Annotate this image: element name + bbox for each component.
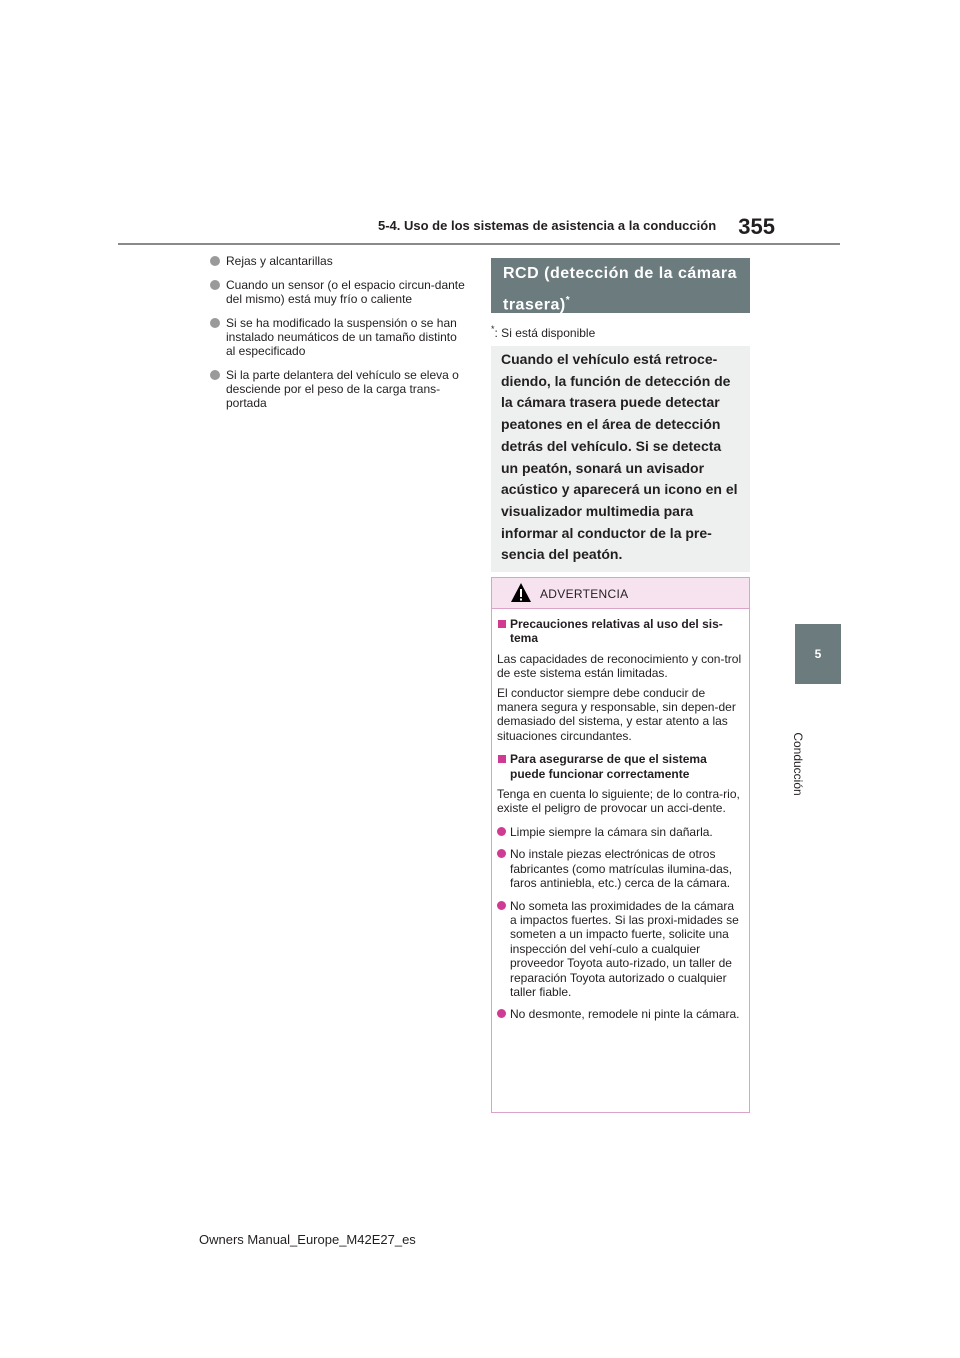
bullet-dot-icon [497, 901, 506, 910]
list-item-text: Limpie siempre la cámara sin dañarla. [510, 824, 713, 839]
subheading-text: Precauciones relativas al uso del sis-tema [510, 617, 723, 646]
bullet-dot-icon [497, 827, 506, 836]
chapter-tab [795, 624, 841, 684]
list-item [497, 847, 744, 890]
list-item [210, 316, 465, 358]
warning-paragraph: Tenga en cuenta lo siguiente; de lo contra-rio, existe el peligro de provocar un acci-dente. [497, 787, 740, 816]
chapter-name: Conducción [791, 732, 805, 796]
list-item [210, 368, 465, 410]
rcd-heading-mark: * [565, 295, 571, 306]
list-item [210, 254, 465, 268]
list-item [210, 278, 465, 306]
warning-body [492, 609, 749, 1022]
subheading-text: Para asegurarse de que el sistema puede funcionar correctamente [510, 752, 707, 781]
rcd-section-heading [491, 258, 750, 313]
bullet-dot-icon [497, 849, 506, 858]
list-item-text: Si se ha modificado la suspensión o se han instalado neumáticos de un tamaño distinto al especificado [226, 316, 457, 358]
header-divider [118, 243, 840, 245]
intro-text: Cuando el vehículo está retroce-diendo, la función de detección de la cámara trasera puede detectar peatones en el área de detección detrás del vehículo. Si se detecta un peatón, sonará un avisador acústico y aparecerá un icono en el visualizador multimedia para informar al conductor de la pre-sencia del peatón. [501, 351, 738, 563]
left-column [210, 254, 465, 420]
footnote-mark: * [491, 324, 495, 334]
list-item-text: Rejas y alcantarillas [226, 254, 333, 268]
list-item-text: No someta las proximidades de la cámara a impactos fuertes. Si las proxi-midades se someten a un impacto fuerte, solicite una inspección del vehí-culo a cualquier proveedor Toyota auto-rizado, un taller de reparación Toyota autorizado o cualquier taller fiable. [510, 898, 739, 999]
bullet-dot-icon [497, 1009, 506, 1018]
list-item-text: No desmonte, remodele ni pinte la cámara. [510, 1007, 740, 1022]
section-title: 5-4. Uso de los sistemas de asistencia a la conducción [378, 218, 717, 233]
list-item-text: No instale piezas electrónicas de otros fabricantes (como matrículas ilumina-das, faros antiniebla, etc.) cerca de la cámara. [510, 847, 733, 891]
square-bullet-icon [498, 620, 506, 628]
list-item-text: Si la parte delantera del vehículo se eleva o desciende por el peso de la carga trans-portada [226, 368, 459, 410]
intro-summary-box [491, 346, 750, 572]
warning-header [492, 578, 749, 609]
footnote-text: : Si está disponible [494, 326, 596, 340]
list-item [497, 1007, 744, 1021]
warning-title: ADVERTENCIA [540, 587, 629, 601]
rcd-heading-text: RCD (detección de la cámara trasera) [503, 265, 738, 314]
bullet-dot-icon [210, 370, 220, 380]
list-item-text: Cuando un sensor (o el espacio circun-dante del mismo) está muy frío o caliente [226, 278, 465, 306]
warning-paragraph: Las capacidades de reconocimiento y con-trol de este sistema están limitadas. [497, 651, 742, 681]
bullet-dot-icon [210, 280, 220, 290]
document-footer: Owners Manual_Europe_M42E27_es [199, 1232, 416, 1247]
bullet-dot-icon [210, 318, 220, 328]
warning-paragraph: El conductor siempre debe conducir de manera segura y responsable, sin depen-der demasiado del sistema, y estar atento a las situaciones circundantes. [497, 685, 736, 743]
warning-triangle-icon [510, 582, 532, 604]
list-item [497, 825, 744, 839]
chapter-number: 5 [814, 647, 822, 661]
warning-subheading [497, 617, 744, 646]
list-item [497, 899, 744, 1000]
warning-box [491, 577, 750, 1113]
page-number: 355 [738, 214, 775, 239]
square-bullet-icon [498, 755, 506, 763]
warning-subheading [497, 752, 744, 781]
bullet-dot-icon [210, 256, 220, 266]
availability-footnote [491, 324, 750, 340]
